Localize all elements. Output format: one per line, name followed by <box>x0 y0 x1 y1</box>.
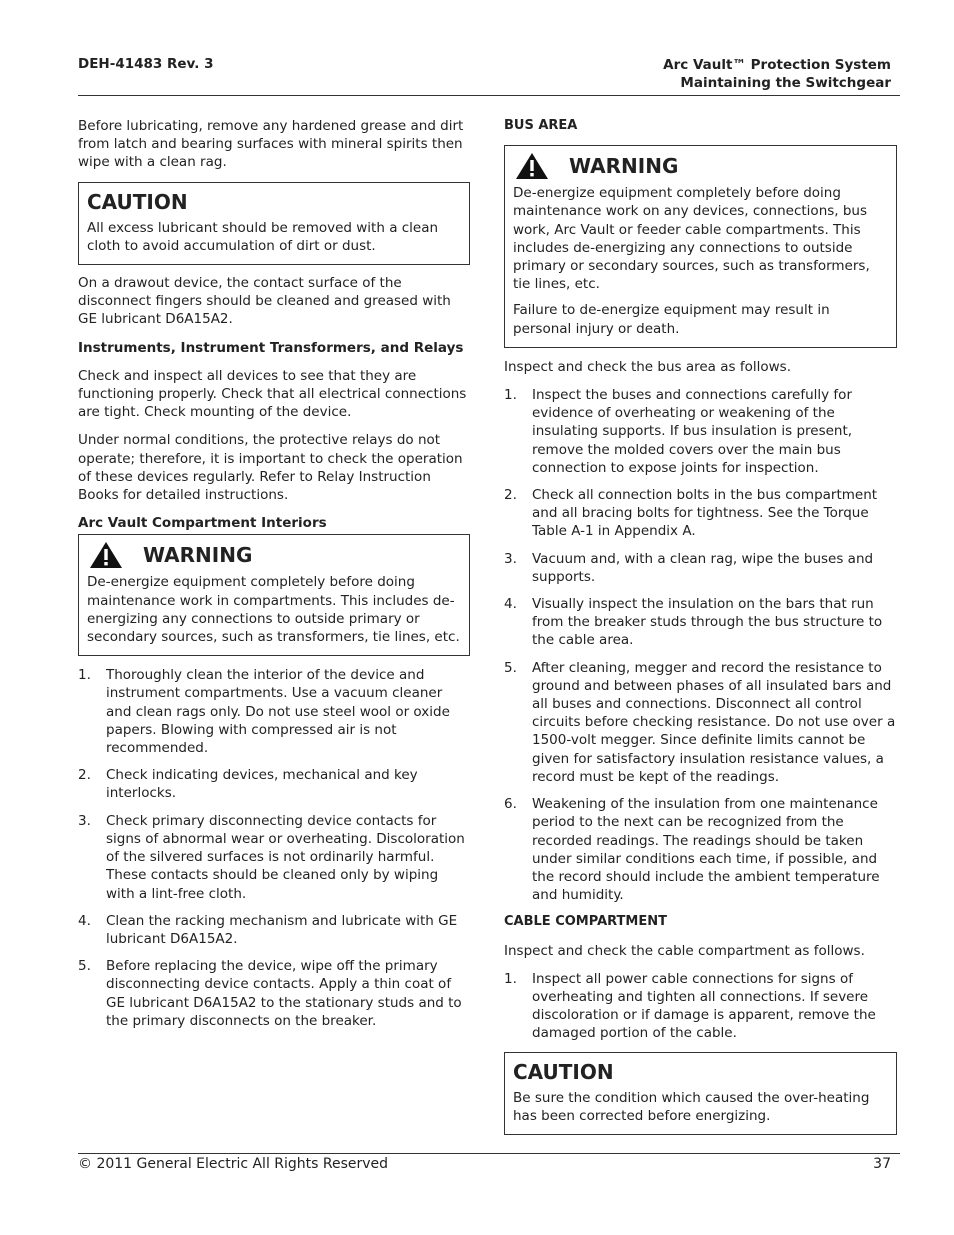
caution-text: All excess lubricant should be removed with a clean cloth to avoid accumulation of dirt or dust. <box>87 219 439 254</box>
instruments-paragraph-1: Check and inspect all devices to see that they are functioning properly. Check that all electrical connections are tight. Check mounting of the device. <box>78 367 467 421</box>
header-title <box>663 56 891 92</box>
drawout-paragraph: On a drawout device, the contact surface of the disconnect fingers should be cleaned and greased with GE lubricant D6A15A2. <box>78 275 451 328</box>
list-item: 1. Inspect all power cable connections for signs of overheating and tighten all connections. If severe discoloration or if damage is apparent, remove the damaged portion of the cable. <box>504 970 876 1042</box>
document-id: DEH-41483 Rev. 3 <box>78 56 214 72</box>
list-item: 5. After cleaning, megger and record the resistance to ground and between phases of all insulated bars and all buses and connections. Disconnect all control circuits before checking resistance. Do not use over a 1500-volt megger. Since definite limits cannot be given for satisfactory insulation resistance values, a record must be kept of the readings. <box>504 659 896 785</box>
lubrication-intro: Before lubricating, remove any hardened grease and dirt from latch and bearing surfaces with mineral spirits then wipe with a clean rag. <box>78 118 464 171</box>
caution-title: CAUTION <box>513 1059 614 1084</box>
warning-box-compartments <box>78 534 470 656</box>
caution-title: CAUTION <box>87 189 188 214</box>
caution-text: Be sure the condition which caused the over-heating has been corrected before energizing. <box>513 1089 870 1124</box>
warning-text-1: De-energize equipment completely before doing maintenance work on any devices, connections, bus work, Arc Vault or feeder cable compartments. This includes de-energizing any connections to outside primary or secondary sources, such as transformers, tie lines, etc. <box>513 185 870 293</box>
bus-intro: Inspect and check the bus area as follows. <box>504 358 791 375</box>
list-item: 1. Inspect the buses and connections carefully for evidence of overheating or weakening of the insulating supports. If bus insulation is present, remove the molded covers over the main bus connection to expose joints for inspection. <box>504 387 853 476</box>
copyright: © 2011 General Electric All Rights Reserved <box>78 1156 389 1172</box>
warning-triangle-icon <box>89 541 123 569</box>
right-column <box>504 117 897 1144</box>
list-item: 4. Visually inspect the insulation on the bars that run from the breaker studs through the bus structure to the cable area. <box>504 596 883 649</box>
cable-steps-list <box>504 970 897 1043</box>
caution-box-overheating <box>504 1052 897 1135</box>
warning-text-2: Failure to de-energize equipment may result in personal injury or death. <box>513 302 830 337</box>
compartment-heading: Arc Vault Compartment Interiors <box>78 515 327 532</box>
warning-triangle-icon <box>515 152 549 180</box>
left-column <box>78 117 470 1039</box>
bus-area-heading: BUS AREA <box>504 118 578 133</box>
warning-box-bus <box>504 145 897 348</box>
compartment-steps-list <box>78 666 470 1030</box>
cable-compartment-heading: CABLE COMPARTMENT <box>504 914 667 930</box>
header-rule <box>78 95 900 96</box>
cable-intro: Inspect and check the cable compartment as follows. <box>504 942 865 959</box>
list-item: 1. Thoroughly clean the interior of the device and instrument compartments. Use a vacuum cleaner and clean rags only. Do not use steel wool or oxide papers. Blowing with compressed air is not recommended. <box>78 667 450 757</box>
warning-header <box>513 152 888 180</box>
instruments-paragraph-2: Under normal conditions, the protective relays do not operate; therefore, it is important to check the operation of these devices regularly. Refer to Relay Instruction Books for detailed instructions. <box>78 432 463 504</box>
list-item: 2. Check all connection bolts in the bus compartment and all bracing bolts for tightness. See the Torque Table A-1 in Appendix A. <box>504 487 878 540</box>
warning-text: De-energize equipment completely before doing maintenance work in compartments. This includes de-energizing any connections to outside primary or secondary sources, such as transformers, tie lines, etc. <box>87 574 460 646</box>
warning-header <box>87 541 461 569</box>
list-item: 6. Weakening of the insulation from one maintenance period to the next can be recognized from the recorded readings. The readings should be taken under similar conditions each time, if possible, and the record should include the ambient temperature and humidity. <box>504 796 880 904</box>
instruments-heading: Instruments, Instrument Transformers, and Relays <box>78 339 464 356</box>
list-item: 2. Check indicating devices, mechanical and key interlocks. <box>78 767 418 802</box>
list-item: 3. Vacuum and, with a clean rag, wipe the buses and supports. <box>504 550 874 585</box>
footer-rule <box>78 1153 900 1154</box>
warning-title: WARNING <box>569 154 679 179</box>
list-item: 3. Check primary disconnecting device contacts for signs of abnormal wear or overheating. Discoloration of the silvered surfaces is not ordinarily harmful. These contacts should be cleaned only by wiping with a lint-free cloth. <box>78 812 465 902</box>
list-item: 4. Clean the racking mechanism and lubricate with GE lubricant D6A15A2. <box>78 912 458 947</box>
bus-steps-list <box>504 386 897 904</box>
warning-title: WARNING <box>143 543 253 568</box>
header-title-line2: Maintaining the Switchgear <box>680 75 891 91</box>
caution-box-lubricant <box>78 182 470 265</box>
page-number: 37 <box>873 1156 891 1172</box>
header-title-line1: Arc Vault™ Protection System <box>663 57 891 73</box>
list-item: 5. Before replacing the device, wipe off the primary disconnecting device contacts. Apply a thin coat of GE lubricant D6A15A2 to the stationary studs and to the primary disconnects on the breaker. <box>78 958 462 1029</box>
